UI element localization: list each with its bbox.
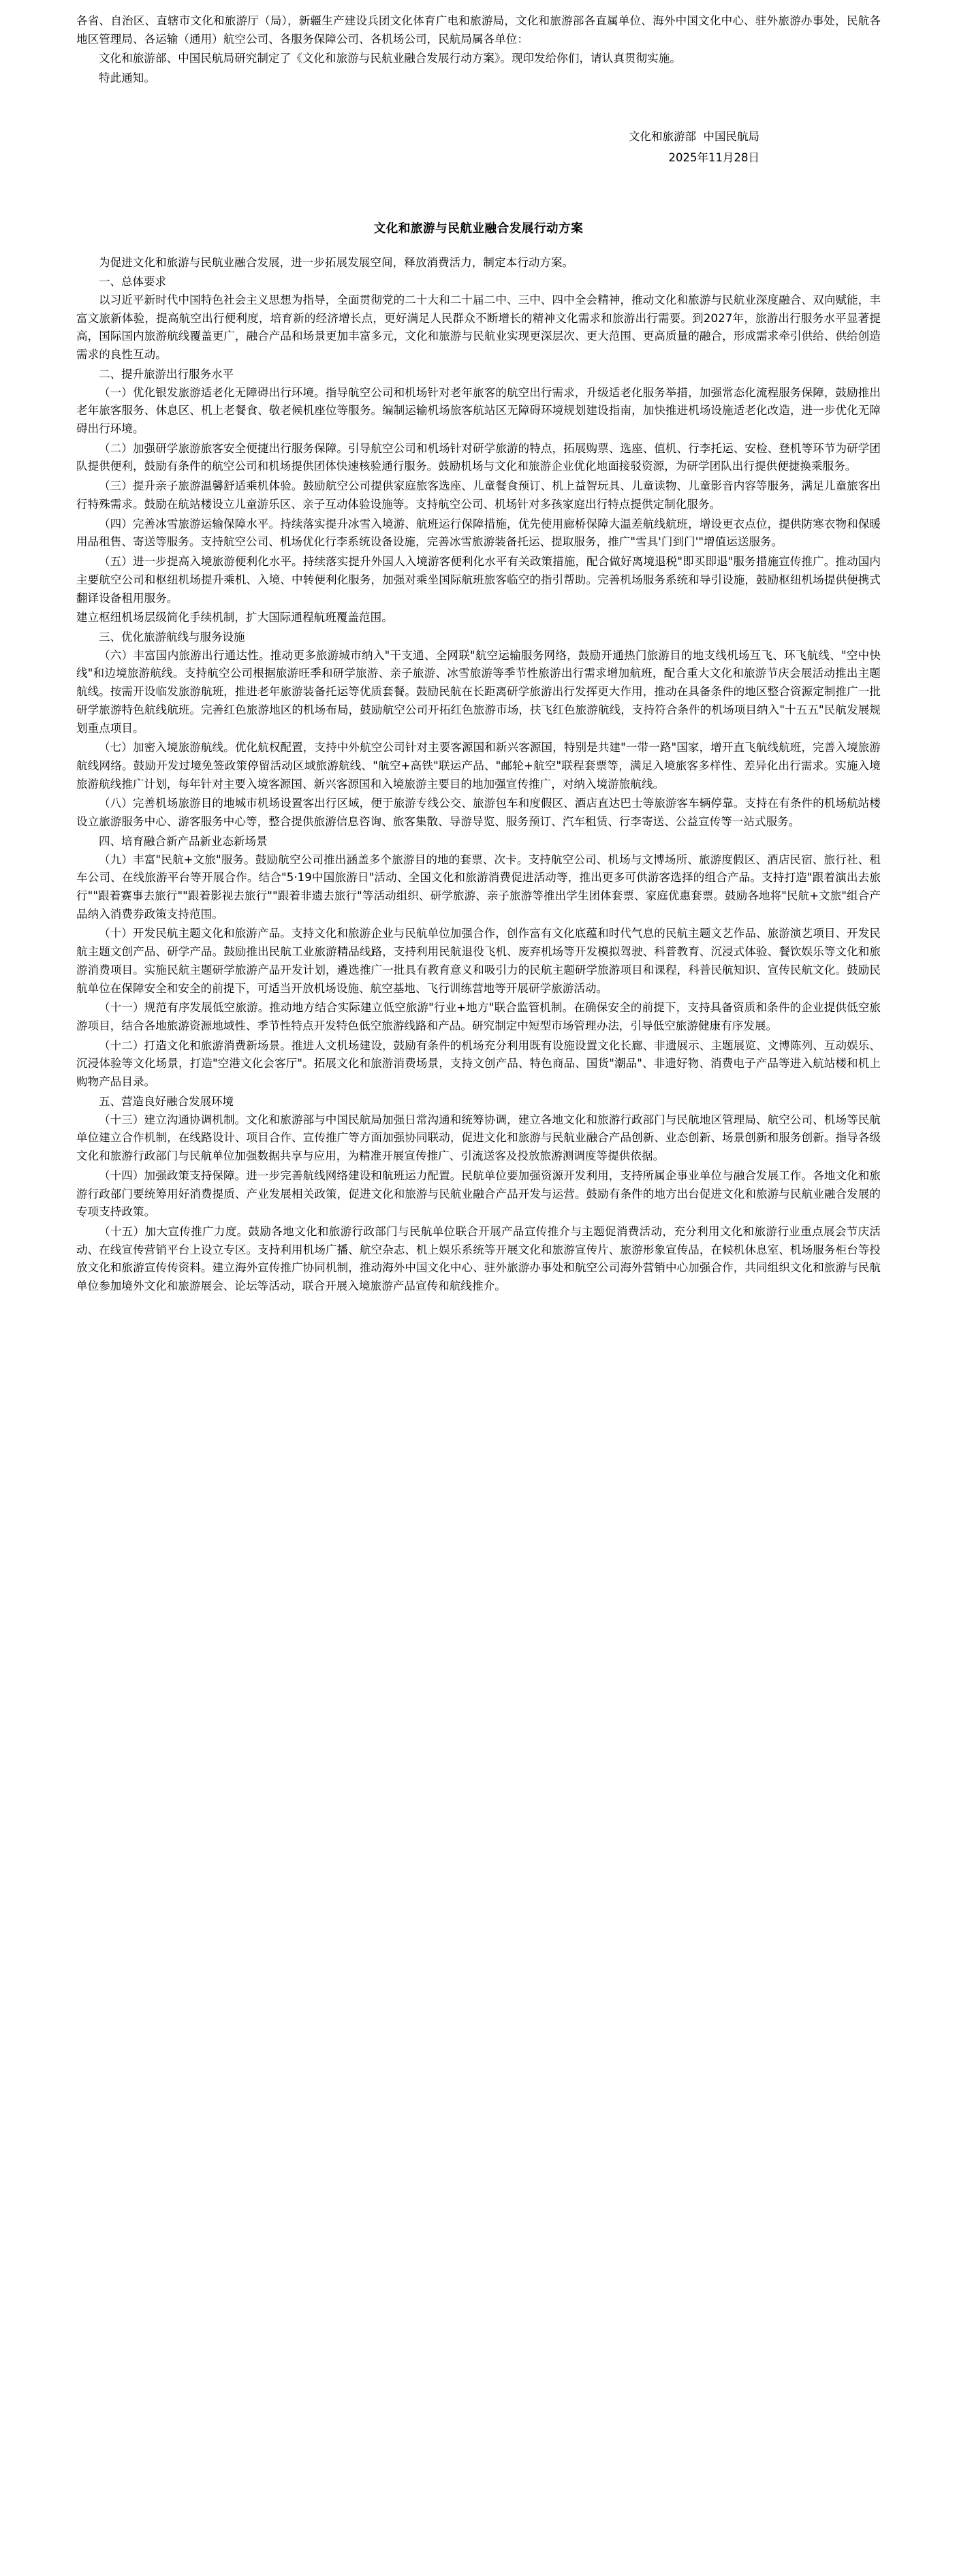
section-paragraph: 建立枢纽机场层级简化手续机制，扩大国际通程航班覆盖范围。 [76, 611, 393, 624]
section-paragraph: （七）加密入境旅游航线。优化航权配置，支持中外航空公司针对主要客源国和新兴客源国，特别是共建"一带一路"国家，增开直飞航线航班，完善入境旅游航线网络。鼓励开发过境免签政策停留活动区域旅游航线、"航空+高铁"联运产品、"邮轮+航空"联程套票等，满足入境旅客多样性、差异化出行需求。实施入境旅游航线推广计划，每年针对主要入境客源国、新兴客源国和入境旅游主要目的地加强宣传推广，对纳入境游旅航线。 [76, 741, 881, 791]
section-heading: 一、总体要求 [99, 275, 166, 289]
section-paragraph: （五）进一步提高入境旅游便利化水平。持续落实提升外国人入境游客便利化水平有关政策措施，配合做好离境退税"即买即退"服务措施宣传推广。推动国内主要航空公司和枢纽机场提升乘机、入境、中转便利化服务，加强对乘坐国际航班旅客临空的指引帮助。完善机场服务系统和导引设施，鼓励枢纽机场提供便携式翻译设备租用服务。 [76, 555, 881, 605]
section-heading: 五、营造良好融合发展环境 [99, 1094, 234, 1108]
section-paragraph: （十二）打造文化和旅游消费新场景。推进人文机场建设，鼓励有条件的机场充分利用既有设施设置文化长廊、非遗展示、主题展览、文博陈列、互动娱乐、沉浸体验等文化场景，打造"空港文化会客厅"。拓展文化和旅游消费场景，支持文创产品、特色商品、国货"潮品"、非遗好物、消费电子产品等进入航站楼和机上购物产品目录。 [76, 1038, 881, 1089]
section-paragraph: （八）完善机场旅游目的地城市机场设置客出行区域，便于旅游专线公交、旅游包车和度假区、酒店直达巴士等旅游客车辆停靠。支持在有条件的机场航站楼设立旅游服务中心、游客服务中心等，整合提供旅游信息咨询、旅客集散、导游导览、服务预订、汽车租赁、行李寄送、公益宣传等一站式服务。 [76, 797, 881, 829]
section-paragraph: （十四）加强政策支持保障。进一步完善航线网络建设和航班运力配置。民航单位要加强资源开发利用，支持所属企事业单位与融合发展工作。各地文化和旅游行政部门要统筹用好消费提质、产业发展相关政策，促进文化和旅游与民航业融合产品开发与运营。鼓励有条件的地方出台促进文化和旅游与民航业融合发展的专项支持政策。 [76, 1168, 881, 1219]
preamble-paragraph: 为促进文化和旅游与民航业融合发展，进一步拓展发展空间，释放消费活力，制定本行动方案。 [99, 255, 574, 269]
section-paragraph: （十）开发民航主题文化和旅游产品。支持文化和旅游企业与民航单位加强合作，创作富有文化底蕴和时代气息的民航主题文艺作品、旅游演艺项目、开发民航主题文创产品、研学产品。鼓励推出民航工业旅游精品线路，支持利用民航退役飞机、废弃机场等开发模拟驾驶、科普教育、沉浸式体验、餐饮娱乐等文化和旅游消费项目。实施民航主题研学旅游产品开发计划，遴选推广一批具有教育意义和吸引力的民航主题研学旅游项目和课程，科普民航知识、宣传民航文化。鼓励民航单位在保障安全和安全的前提下，可适当开放机场设施、航空基地、飞行训练营地等开展研学旅游活动。 [76, 927, 881, 995]
section-paragraph: （二）加强研学旅游旅客安全便捷出行服务保障。引导航空公司和机场针对研学旅游的特点，拓展购票、选座、值机、行李托运、安检、登机等环节为研学团队提供便利，鼓励有条件的航空公司和机场提供团体快速核验通行服务。鼓励机场与文化和旅游企业优化地面接驳资源，为研学团队出行提供便捷换乘服务。 [76, 441, 881, 473]
signature-date: 2025年11月28日 [668, 151, 759, 165]
signature-issuers: 文化和旅游部 中国民航局 [629, 129, 759, 143]
section-paragraph: 以习近平新时代中国特色社会主义思想为指导，全面贯彻党的二十大和二十届二中、三中、四中全会精神，推动文化和旅游与民航业深度融合、双向赋能，丰富文旅新体验，提高航空出行便利度，培育新的经济增长点，更好满足人民群众不断增长的精神文化需求和旅游出行需要。到2027年，旅游出行服务水平显著提高，国际国内旅游航线覆盖更广，融合产品和场景更加丰富多元，文化和旅游与民航业实现更深层次、更大范围、更高质量的融合，形成需求牵引供给、供给创造需求的良性互动。 [76, 293, 881, 362]
notice-paragraph: 各省、自治区、直辖市文化和旅游厅（局），新疆生产建设兵团文化体育广电和旅游局，文化和旅游部各直属单位、海外中国文化中心、驻外旅游办事处，民航各地区管理局、各运输（通用）航空公司、各服务保障公司、各机场公司，民航局属各单位： [76, 14, 881, 46]
section-paragraph: （九）丰富"民航+文旅"服务。鼓励航空公司推出涵盖多个旅游目的地的套票、次卡。支持航空公司、机场与文博场所、旅游度假区、酒店民宿、旅行社、租车公司、在线旅游平台等开展合作。结合"5·19中国旅游日"活动、全国文化和旅游消费促进活动等，推出更多可供游客选择的组合产品。支持打造"跟着演出去旅行""跟着赛事去旅行""跟着影视去旅行""跟着非遗去旅行"等活动组织、研学旅游、亲子旅游等推出学生团体套票、家庭优惠套票。鼓励各地将"民航+文旅"组合产品纳入消费券政策支持范围。 [76, 853, 881, 921]
section-heading: 三、优化旅游航线与服务设施 [99, 630, 245, 643]
section-paragraph: （一）优化银发旅游适老化无障碍出行环境。指导航空公司和机场针对老年旅客的航空出行需求，升级适老化服务举措，加强常态化流程服务保障，鼓励推出老年旅客服务、休息区、机上老餐食、敬老候机座位等服务。编制运输机场旅客航站区无障碍环境规划建设指南，加快推进机场设施适老化改造，进一步优化无障碍出行环境。 [76, 385, 881, 436]
section-paragraph: （十三）建立沟通协调机制。文化和旅游部与中国民航局加强日常沟通和统筹协调，建立各地文化和旅游行政部门与民航地区管理局、航空公司、机场等民航单位建立合作机制，在线路设计、项目合作、宣传推广等方面加强协同联动，促进文化和旅游与民航业融合产品创新、业态创新、场景创新和服务创新。指导各级文化和旅游行政部门与民航单位加强数据共享与应用，为精准开展宣传推广、引流送客及投放旅游测调度等提供依据。 [76, 1113, 881, 1163]
page-title: 文化和旅游与民航业融合发展行动方案 [373, 221, 584, 236]
section-paragraph: （三）提升亲子旅游温馨舒适乘机体验。鼓励航空公司提供家庭旅客选座、儿童餐食预订、机上益智玩具、儿童读物、儿童影音内容等服务，满足儿童旅客出行特殊需求。鼓励在航站楼设立儿童游乐区、亲子互动体验设施等。支持航空公司、机场针对多孩家庭出行特点提供定制化服务。 [76, 479, 881, 511]
notice-paragraph: 特此通知。 [99, 71, 155, 85]
section-heading: 四、培育融合新产品新业态新场景 [99, 834, 268, 848]
notice-paragraph: 文化和旅游部、中国民航局研究制定了《文化和旅游与民航业融合发展行动方案》。现印发给你们，请认真贯彻实施。 [99, 52, 681, 65]
section-heading: 二、提升旅游出行服务水平 [99, 367, 234, 381]
notice-header-block [76, 12, 881, 88]
section-paragraph: （十五）加大宣传推广力度。鼓励各地文化和旅游行政部门与民航单位联合开展产品宣传推介与主题促消费活动，充分利用文化和旅游行业重点展会节庆活动、在线宣传营销平台上设立专区。支持利用机场广播、航空杂志、机上娱乐系统等开展文化和旅游宣传片、旅游形象宣传品，在候机休息室、机场服务柜台等投放文化和旅游宣传传资料。建立海外宣传推广协同机制，推动海外中国文化中心、驻外旅游办事处和航空公司海外营销中心加强合作，共同组织文化和旅游与民航单位参加境外文化和旅游展会、论坛等活动，联合开展入境旅游产品宣传和航线推介。 [76, 1224, 881, 1293]
signature-block [76, 126, 881, 169]
section-paragraph: （四）完善冰雪旅游运输保障水平。持续落实提升冰雪入境游、航班运行保障措施，优先使用廊桥保障大温差航线航班，增设更衣点位，提供防寒衣物和保暖用品租售、寄送等服务。支持航空公司、机场优化行李系统设备设施，完善冰雪旅游装备托运、提取服务，推广"雪具'门到门'"增值运送服务。 [76, 517, 881, 549]
section-paragraph: （十一）规范有序发展低空旅游。推动地方结合实际建立低空旅游"行业+地方"联合监管机制。在确保安全的前提下，支持具备资质和条件的企业提供低空旅游项目，结合各地旅游资源地域性、季节性特点开发特色低空旅游线路和产品。研究制定中短型市场管理办法，引导低空旅游健康有序发展。 [76, 1001, 881, 1033]
section-paragraph: （六）丰富国内旅游出行通达性。推动更多旅游城市纳入"干支通、全网联"航空运输服务网络，鼓励开通热门旅游目的地支线机场互飞、环飞航线、"空中快线"和边境旅游航线。支持航空公司根据旅游旺季和研学旅游、亲子旅游、冰雪旅游等季节性旅游出行需求增加航班，配合重大文化和旅游节庆会展活动推出主题航线。按需开设临发旅游航班，推进老年旅游装备托运等优质套餐。鼓励民航在长距离研学旅游出行发挥更大作用，推动在具备条件的地区整合资源定制推广一批研学旅游特色航线航班。完善红色旅游地区的机场布局，鼓励航空公司开拓红色旅游市场，扶飞红色旅游航线，支持符合条件的机场项目纳入"十五五"民航发展规划重点项目。 [76, 648, 881, 735]
